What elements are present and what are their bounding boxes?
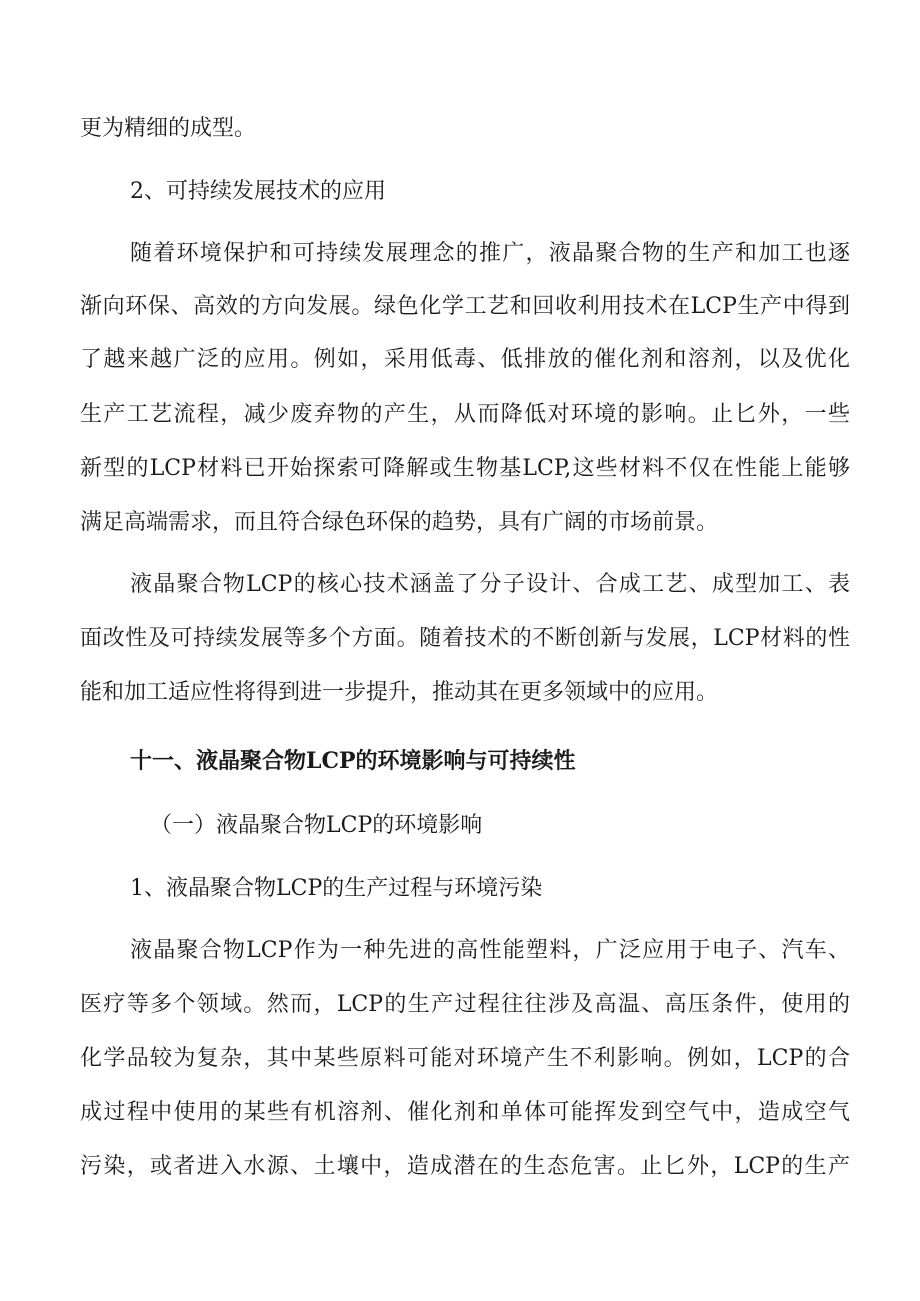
chapter-heading-environmental-impact: 十一、液晶聚合物LCP的环境影响与可持续性	[130, 748, 576, 774]
paragraph-line: 化学品较为复杂，其中某些原料可能对环境产生不利影响。例如，LCP的合	[80, 1046, 850, 1071]
paragraph-line: 污染，或者进入水源、土壤中，造成潜在的生态危害。止匕外，LCP的生产	[80, 1154, 850, 1179]
paragraph-line: 能和加工适应性将得到进一步提升，推动其在更多领域中的应用。	[80, 680, 719, 705]
subsection-heading-production-pollution: 1、液晶聚合物LCP的生产过程与环境污染	[130, 876, 543, 901]
section-heading-sustainable-tech: 2、可持续发展技术的应用	[130, 179, 386, 204]
paragraph-line: 医疗等多个领域。然而，LCP的生产过程往往涉及高温、高压条件，使用的	[80, 992, 850, 1017]
paragraph-line: 满足高端需求，而且符合绿色环保的趋势，具有广阔的市场前景。	[80, 510, 719, 535]
paragraph-line: 随着环境保护和可持续发展理念的推广，液晶聚合物的生产和加工也逐	[130, 241, 850, 266]
paragraph-line: 液晶聚合物LCP作为一种先进的高性能塑料，广泛应用于电子、汽车、	[130, 938, 850, 963]
paragraph-continuation-line: 更为精细的成型。	[80, 116, 257, 141]
paragraph-line: 成过程中使用的某些有机溶剂、催化剂和单体可能挥发到空气中，造成空气	[80, 1100, 850, 1125]
paragraph-line: 新型的LCP材料已开始探索可降解或生物基LCP,这些材料不仅在性能上能够	[80, 456, 850, 481]
section-heading-environmental-impact: （一）液晶聚合物LCP的环境影响	[150, 813, 483, 838]
paragraph-line: 渐向环保、高效的方向发展。绿色化学工艺和回收利用技术在LCP生产中得到	[80, 294, 850, 319]
paragraph-line: 面改性及可持续发展等多个方面。随着技术的不断创新与发展，LCP材料的性	[80, 626, 850, 651]
paragraph-line: 了越来越广泛的应用。例如，采用低毒、低排放的催化剂和溶剂，以及优化	[80, 347, 850, 372]
paragraph-line: 液晶聚合物LCP的核心技术涵盖了分子设计、合成工艺、成型加工、表	[130, 572, 850, 597]
paragraph-line: 生产工艺流程，减少废弃物的产生，从而降低对环境的影响。止匕外，一些	[80, 402, 850, 427]
